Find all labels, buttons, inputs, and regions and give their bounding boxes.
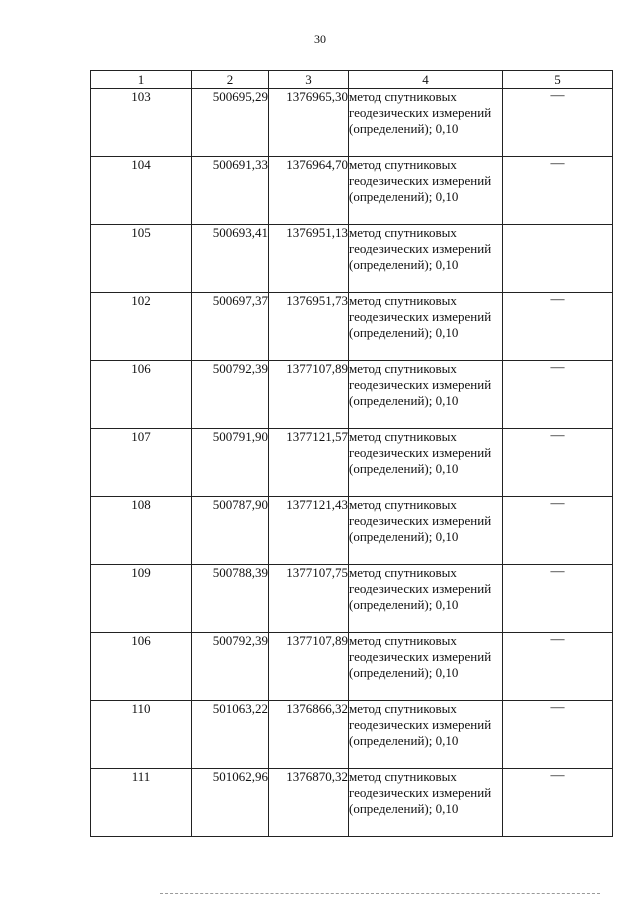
header-col-1: 1: [91, 71, 192, 89]
point-number-cell: 103: [91, 89, 192, 157]
table-row: [91, 429, 613, 497]
y-coordinate-cell: 1376965,30: [269, 89, 349, 157]
description-cell: —: [503, 89, 613, 157]
table-header: [91, 71, 613, 89]
table-row: [91, 361, 613, 429]
x-coordinate-cell: 501063,22: [192, 701, 269, 769]
point-number-cell: 110: [91, 701, 192, 769]
method-cell: метод спутниковых геодезических измерений (определений); 0,10: [349, 89, 503, 157]
x-coordinate-cell: 500691,33: [192, 157, 269, 225]
description-cell: —: [503, 157, 613, 225]
table-row: [91, 293, 613, 361]
point-number-cell: 106: [91, 633, 192, 701]
description-cell: —: [503, 565, 613, 633]
description-cell: [503, 225, 613, 293]
description-cell: —: [503, 361, 613, 429]
table-row: [91, 633, 613, 701]
description-cell: —: [503, 293, 613, 361]
method-cell: метод спутниковых геодезических измерений (определений); 0,10: [349, 565, 503, 633]
x-coordinate-cell: 500693,41: [192, 225, 269, 293]
method-cell: метод спутниковых геодезических измерений (определений); 0,10: [349, 497, 503, 565]
x-coordinate-cell: 500697,37: [192, 293, 269, 361]
method-cell: метод спутниковых геодезических измерений (определений); 0,10: [349, 701, 503, 769]
y-coordinate-cell: 1376951,13: [269, 225, 349, 293]
x-coordinate-cell: 500792,39: [192, 633, 269, 701]
table-row: [91, 225, 613, 293]
method-cell: метод спутниковых геодезических измерений (определений); 0,10: [349, 225, 503, 293]
x-coordinate-cell: 500695,29: [192, 89, 269, 157]
method-cell: метод спутниковых геодезических измерений (определений); 0,10: [349, 361, 503, 429]
y-coordinate-cell: 1377121,43: [269, 497, 349, 565]
y-coordinate-cell: 1376870,32: [269, 769, 349, 837]
footer-artifact-line: [160, 893, 600, 898]
coordinates-table: [90, 70, 613, 837]
table-row: [91, 89, 613, 157]
table-row: [91, 769, 613, 837]
table-row: [91, 701, 613, 769]
y-coordinate-cell: 1377107,89: [269, 633, 349, 701]
description-cell: —: [503, 701, 613, 769]
point-number-cell: 108: [91, 497, 192, 565]
method-cell: метод спутниковых геодезических измерений (определений); 0,10: [349, 633, 503, 701]
table-row: [91, 157, 613, 225]
point-number-cell: 106: [91, 361, 192, 429]
method-cell: метод спутниковых геодезических измерений (определений); 0,10: [349, 769, 503, 837]
y-coordinate-cell: 1377107,89: [269, 361, 349, 429]
point-number-cell: 111: [91, 769, 192, 837]
y-coordinate-cell: 1376964,70: [269, 157, 349, 225]
description-cell: —: [503, 769, 613, 837]
y-coordinate-cell: 1377121,57: [269, 429, 349, 497]
table-body: [91, 89, 613, 837]
method-cell: метод спутниковых геодезических измерений (определений); 0,10: [349, 157, 503, 225]
x-coordinate-cell: 501062,96: [192, 769, 269, 837]
description-cell: —: [503, 633, 613, 701]
y-coordinate-cell: 1377107,75: [269, 565, 349, 633]
x-coordinate-cell: 500787,90: [192, 497, 269, 565]
page-number: 30: [314, 32, 326, 46]
header-col-3: 3: [269, 71, 349, 89]
x-coordinate-cell: 500792,39: [192, 361, 269, 429]
y-coordinate-cell: 1376866,32: [269, 701, 349, 769]
header-row: [91, 71, 613, 89]
description-cell: —: [503, 429, 613, 497]
point-number-cell: 109: [91, 565, 192, 633]
point-number-cell: 104: [91, 157, 192, 225]
x-coordinate-cell: 500791,90: [192, 429, 269, 497]
x-coordinate-cell: 500788,39: [192, 565, 269, 633]
y-coordinate-cell: 1376951,73: [269, 293, 349, 361]
point-number-cell: 105: [91, 225, 192, 293]
method-cell: метод спутниковых геодезических измерений (определений); 0,10: [349, 429, 503, 497]
point-number-cell: 107: [91, 429, 192, 497]
description-cell: —: [503, 497, 613, 565]
table-row: [91, 565, 613, 633]
method-cell: метод спутниковых геодезических измерений (определений); 0,10: [349, 293, 503, 361]
header-col-2: 2: [192, 71, 269, 89]
header-col-4: 4: [349, 71, 503, 89]
header-col-5: 5: [503, 71, 613, 89]
table-row: [91, 497, 613, 565]
point-number-cell: 102: [91, 293, 192, 361]
